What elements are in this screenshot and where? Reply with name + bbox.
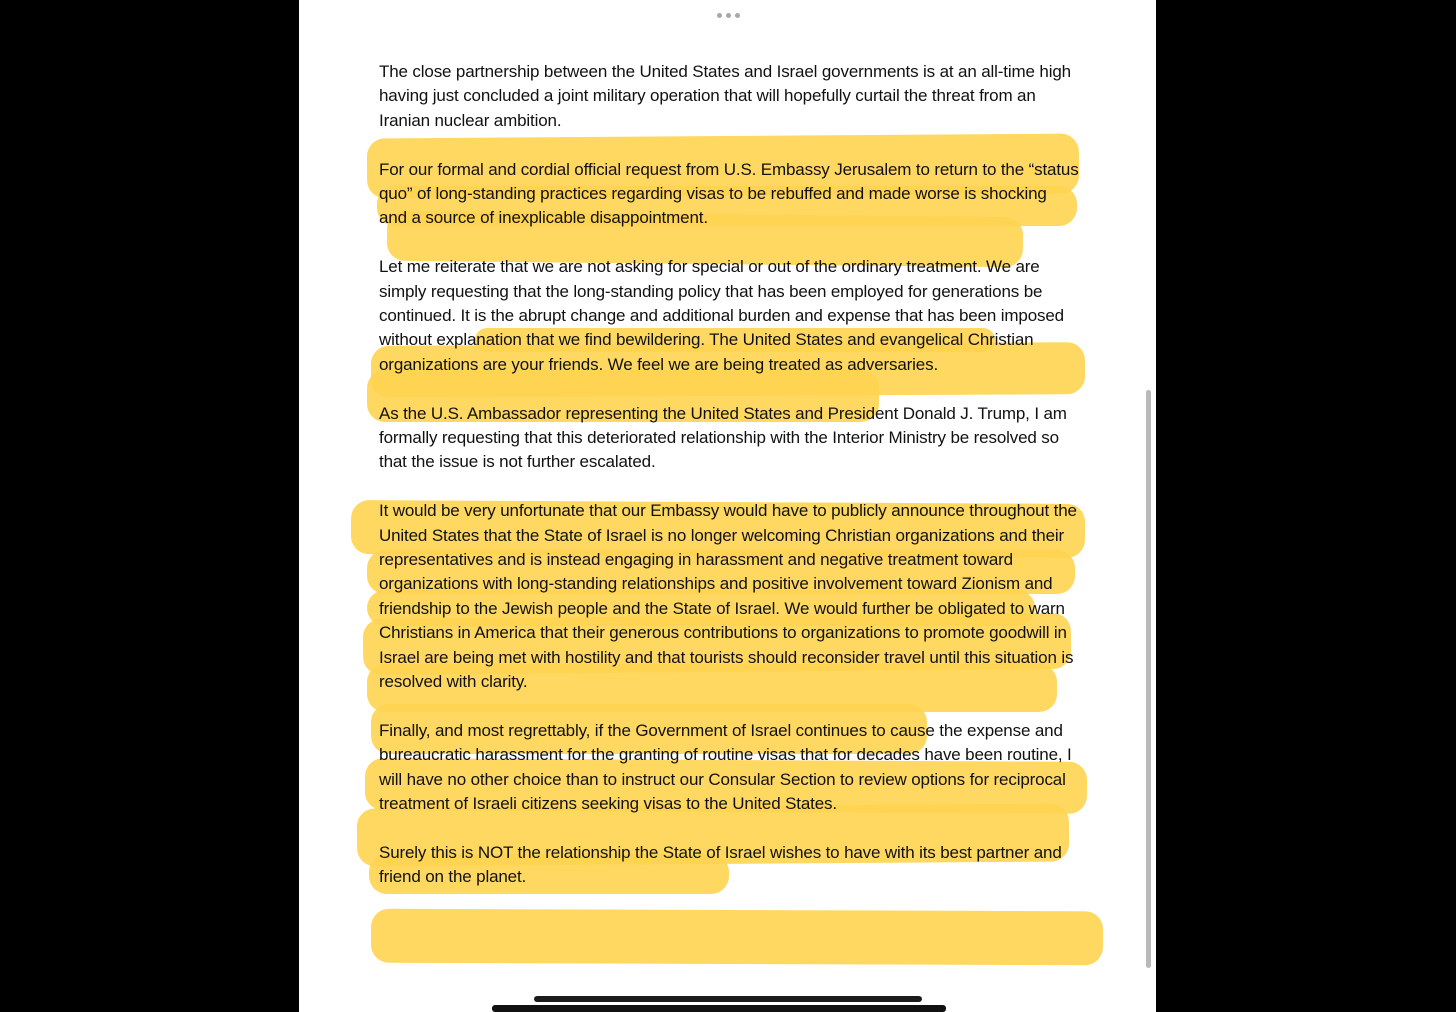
paragraph: For our formal and cordial official request from U.S. Embassy Jerusalem to return to the “status quo” of long-standing practices regarding visas to be rebuffed and made worse is shocking and a source of inexplicable disappointment. bbox=[379, 159, 1079, 228]
dot bbox=[735, 13, 740, 18]
dot bbox=[717, 13, 722, 18]
document-page[interactable] bbox=[299, 0, 1156, 1012]
vertical-scrollbar[interactable] bbox=[1146, 390, 1151, 968]
paragraph: Finally, and most regrettably, if the Government of Israel continues to cause the expense and bureaucratic harassment for the granting of routine visas that for decades have been routine, I will have no other choice than to instruct our Consular Section to review options for reciprocal treatment of Israeli citizens seeking visas to the United States. bbox=[379, 720, 1072, 814]
paragraph: As the U.S. Ambassador representing the United States and President Donald J. Trump, I am formally requesting that this deteriorated relationship with the Interior Ministry be resolved so that the issue is not further escalated. bbox=[379, 403, 1067, 472]
home-indicator[interactable] bbox=[534, 996, 922, 1002]
paragraph: The close partnership between the United States and Israel governments is at an all-time high having just concluded a joint military operation that will hopefully curtail the threat from an Iranian nuclear ambition. bbox=[379, 62, 1071, 130]
paragraph: Surely this is NOT the relationship the State of Israel wishes to have with its best partner and friend on the planet. bbox=[379, 842, 1062, 887]
paragraph: It would be very unfortunate that our Embassy would have to publicly announce throughout the United States that the State of Israel is no longer welcoming Christian organizations and their representatives and is instead engaging in harassment and negative treatment toward organizations with long-standing relationships and positive involvement toward Zionism and friendship to the Jewish people and the State of Israel. We would further be obligated to warn Christians in America that their generous contributions to organizations to promote goodwill in Israel are being met with hostility and that tourists should reconsider travel until this situation is resolved with clarity. bbox=[379, 501, 1077, 692]
paragraph: Let me reiterate that we are not asking for special or out of the ordinary treatment. We are simply requesting that the long-standing policy that has been employed for generations be continued. It is the abrupt change and additional burden and expense that has been imposed without explanation that we find bewildering. The United States and evangelical Christian organizations are your friends. We feel we are being treated as adversaries. bbox=[379, 257, 1064, 374]
letter-body bbox=[379, 60, 1079, 914]
highlight-mark bbox=[371, 909, 1103, 966]
dot bbox=[726, 13, 731, 18]
home-indicator-shadow bbox=[492, 1005, 946, 1012]
more-options-icon[interactable] bbox=[711, 10, 745, 20]
